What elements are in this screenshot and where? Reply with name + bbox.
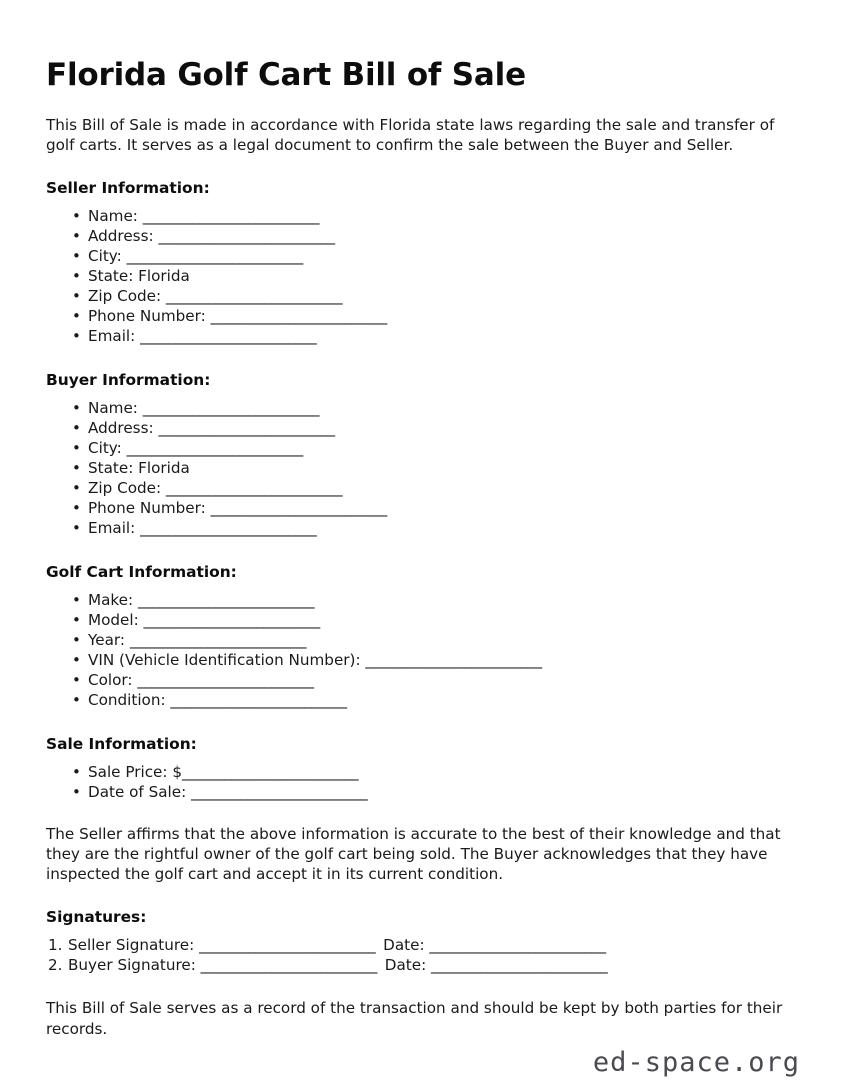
list-item (88, 763, 798, 783)
list-item (88, 247, 798, 267)
field-blank[interactable]: _________________________ (170, 690, 347, 709)
field-label: Phone Number: (88, 498, 211, 517)
field-label: State: Florida (88, 267, 190, 286)
closing-paragraph: This Bill of Sale serves as a record of the transaction and should be kept by both parties for their records. (46, 999, 783, 1038)
page-title: Florida Golf Cart Bill of Sale (46, 57, 526, 93)
field-label: State: Florida (88, 459, 190, 477)
intro-paragraph: This Bill of Sale is made in accordance with Florida state laws regarding the sale and transfer of golf carts. It serves as a legal document to confirm the sale between the Buyer and Seller. (46, 115, 775, 154)
signatures-list (46, 936, 798, 976)
seller-information-list (46, 207, 798, 347)
field-blank[interactable]: _________________________ (165, 478, 343, 497)
field-label: Address: (88, 419, 159, 438)
list-item (88, 611, 798, 631)
field-blank[interactable]: _________________________ (140, 518, 317, 537)
field-blank[interactable]: _________________________ (158, 419, 335, 438)
affirmation-paragraph: The Seller affirms that the above information is accurate to the best of their knowledge and that they are the rightful owner of the golf cart being sold. The Buyer acknowledges that they have inspected the golf cart and accept it in its current condition. (46, 824, 781, 884)
field-label: Email: (88, 518, 141, 537)
field-blank[interactable]: _________________________ (137, 670, 314, 689)
signature-label: Buyer Signature: (68, 956, 201, 975)
signature-blank[interactable]: _________________________ (200, 956, 377, 975)
field-label: Zip Code: (88, 287, 166, 306)
field-blank[interactable]: _________________________ (165, 287, 343, 306)
field-blank[interactable]: _________________________ (191, 782, 368, 801)
field-label: Date of Sale: (88, 782, 192, 801)
field-label: Model: (88, 610, 144, 629)
list-item (88, 227, 798, 247)
field-blank[interactable]: _________________________ (182, 762, 359, 781)
field-label: Name: (88, 207, 143, 226)
list-item (88, 419, 798, 439)
signatures-heading: Signatures: (46, 908, 147, 927)
signature-label: Seller Signature: (68, 936, 200, 955)
list-item (88, 399, 798, 419)
list-item (88, 459, 798, 479)
field-blank[interactable]: _________________________ (158, 227, 335, 246)
list-item (88, 691, 798, 711)
list-item (88, 651, 798, 671)
field-label: Zip Code: (88, 478, 166, 497)
date-blank[interactable]: _________________________ (429, 936, 606, 955)
list-item (88, 479, 798, 499)
signature-blank[interactable]: _________________________ (199, 936, 376, 955)
list-item (88, 671, 798, 691)
list-item (88, 287, 798, 307)
seller-information-heading: Seller Information: (46, 179, 210, 198)
field-label: City: (88, 247, 127, 266)
field-label: Year: (88, 630, 130, 649)
list-item (88, 207, 798, 227)
list-item (88, 519, 798, 539)
buyer-information-list (46, 399, 798, 539)
list-item (88, 439, 798, 459)
field-blank[interactable]: _________________________ (126, 247, 303, 266)
field-label: Sale Price: $ (88, 762, 182, 781)
field-label: Address: (88, 227, 159, 246)
field-label: Make: (88, 590, 138, 609)
field-label: Color: (88, 670, 138, 689)
list-item (88, 307, 798, 327)
date-label: Date: (383, 936, 430, 955)
list-item (88, 783, 798, 803)
buyer-information-heading: Buyer Information: (46, 371, 211, 390)
date-blank[interactable]: _________________________ (431, 956, 608, 975)
list-item (88, 267, 798, 287)
list-item (68, 956, 798, 976)
list-item (88, 631, 798, 651)
field-label: Phone Number: (88, 307, 211, 326)
list-item (88, 499, 798, 519)
field-blank[interactable]: _________________________ (210, 498, 387, 517)
field-blank[interactable]: _________________________ (129, 630, 306, 649)
field-blank[interactable]: _________________________ (143, 610, 320, 629)
field-label: Name: (88, 399, 143, 418)
field-blank[interactable]: _________________________ (137, 590, 315, 609)
date-label: Date: (384, 956, 432, 975)
watermark: ed-space.org (592, 1047, 800, 1078)
golf-cart-information-list (46, 591, 798, 711)
field-blank[interactable]: _________________________ (142, 399, 319, 418)
field-label: VIN (Vehicle Identification Number): (88, 650, 366, 669)
field-blank[interactable]: _________________________ (140, 327, 317, 346)
list-item (88, 591, 798, 611)
field-blank[interactable]: _________________________ (210, 307, 387, 326)
field-blank[interactable]: _________________________ (126, 439, 303, 458)
list-item (88, 327, 798, 347)
list-item (68, 936, 798, 956)
field-label: Condition: (88, 690, 171, 709)
golf-cart-information-heading: Golf Cart Information: (46, 562, 237, 581)
field-label: City: (88, 439, 127, 458)
field-blank[interactable]: _________________________ (365, 650, 542, 669)
field-label: Email: (88, 327, 141, 346)
sale-information-heading: Sale Information: (46, 734, 197, 753)
field-blank[interactable]: _________________________ (142, 207, 319, 226)
sale-information-list (46, 763, 798, 803)
